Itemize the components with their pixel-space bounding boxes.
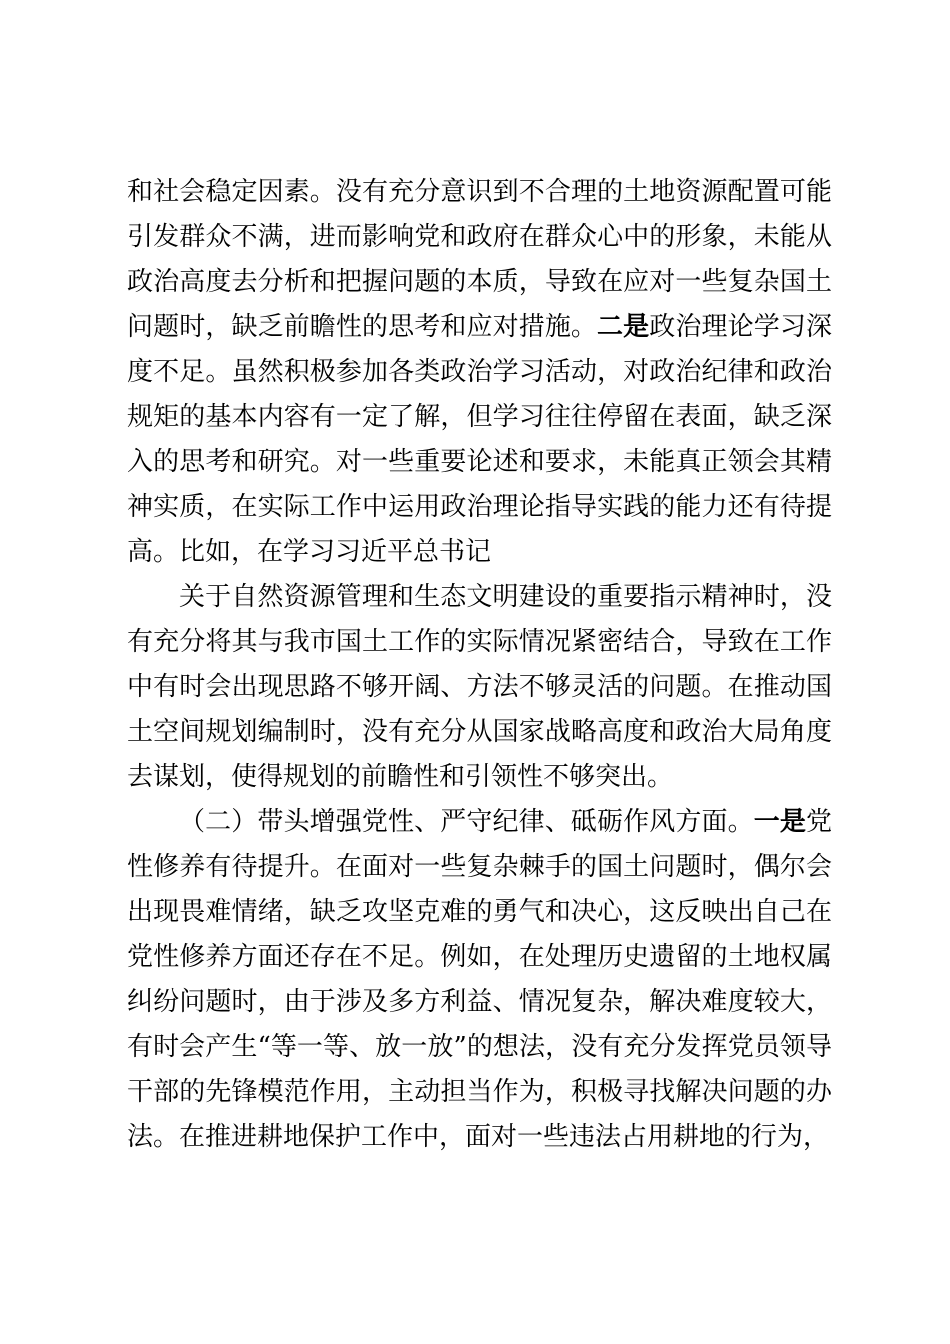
paragraph-3-heading: （二）带头增强党性、严守纪律、砥砺作风方面。 [179,807,754,837]
paragraph-1-text-b: 政治理论学习深度不足。虽然积极参加各类政治学习活动，对政治纪律和政治规矩的基本内容有一定了解，但学习往往停留在表面，缺乏深入的思考和研究。对一些重要论述和要求，未能真正领会其精神实质，在实际工作中运用政治理论指导实践的能力还有待提高。比如，在学习习近平总书记 [127,312,832,567]
paragraph-3 [127,800,832,1160]
paragraph-2 [127,575,832,800]
paragraph-2-text: 关于自然资源管理和生态文明建设的重要指示精神时，没有充分将其与我市国土工作的实际情况紧密结合，导致在工作中有时会出现思路不够开阔、方法不够灵活的问题。在推动国土空间规划编制时，没有充分从国家战略高度和政治大局角度去谋划，使得规划的前瞻性和引领性不够突出。 [127,582,832,792]
paragraph-1-emphasis: 二是 [597,312,650,342]
paragraph-3-emphasis: 一是 [753,807,806,837]
paragraph-3-text: 党性修养有待提升。在面对一些复杂棘手的国土问题时，偶尔会出现畏难情绪，缺乏攻坚克难的勇气和决心，这反映出自己在党性修养方面还存在不足。例如，在处理历史遗留的土地权属纠纷问题时，由于涉及多方利益、情况复杂，解决难度较大，有时会产生“等一等、放一放”的想法，没有充分发挥党员领导干部的先锋模范作用，主动担当作为，积极寻找解决问题的办法。在推进耕地保护工作中，面对一些违法占用耕地的行为， [127,807,832,1152]
document-body [127,170,832,1160]
paragraph-1 [127,170,832,575]
paragraph-1-text-a: 和社会稳定因素。没有充分意识到不合理的土地资源配置可能引发群众不满，进而影响党和政府在群众心中的形象，未能从政治高度去分析和把握问题的本质，导致在应对一些复杂国土问题时，缺乏前瞻性的思考和应对措施。 [127,177,832,342]
